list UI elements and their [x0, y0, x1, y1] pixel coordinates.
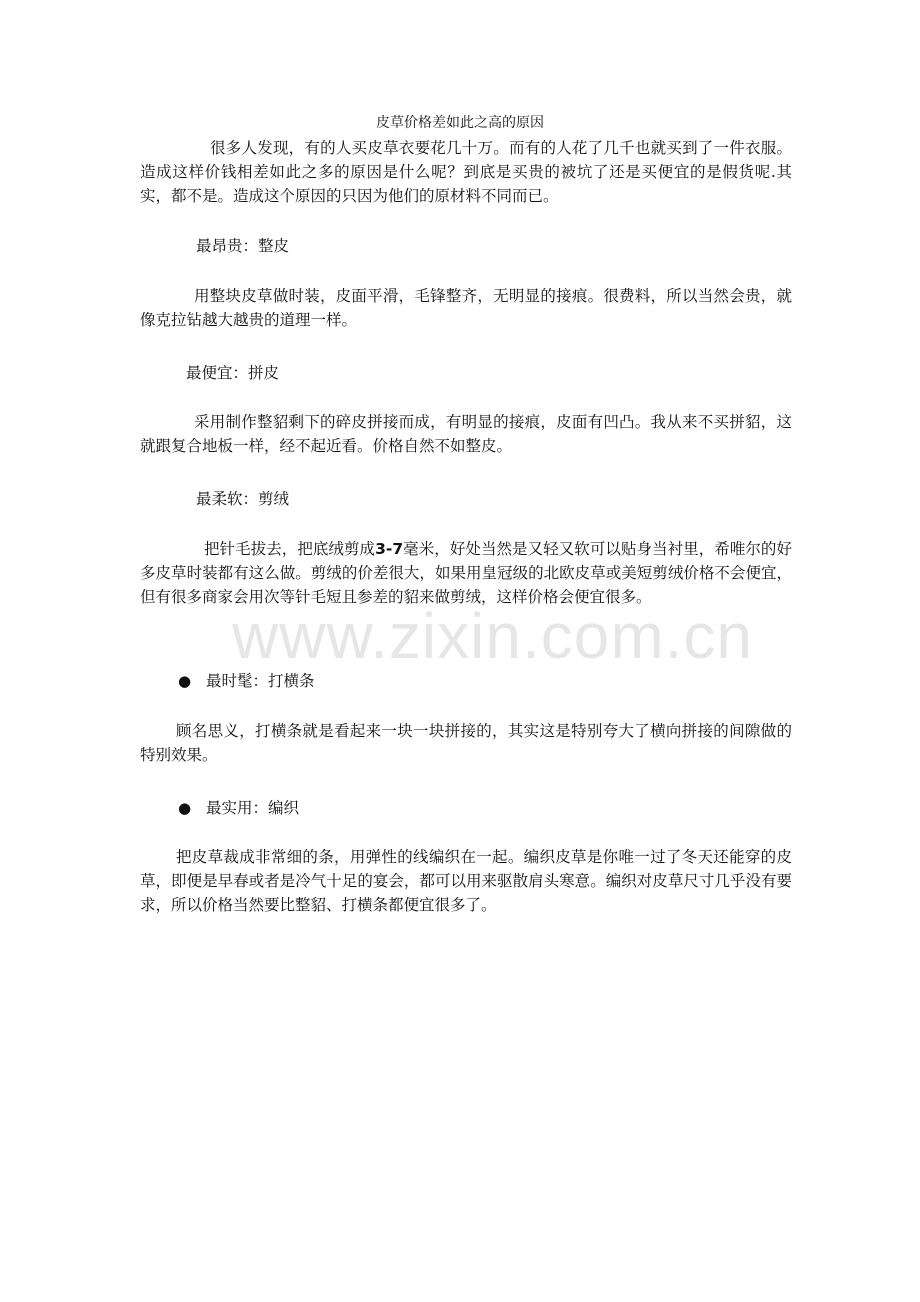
section-heading-knitted: 最实用：编织 — [206, 799, 300, 817]
document-title: 皮草价格差如此之高的原因 — [376, 115, 544, 131]
sheared-body-part2: 毫米，好处当然是又轻又软可以贴身当衬里，希唯尔的好多皮草时装都有这么做。剪绒的价差很大，如果用皇冠级的北欧皮草或美短剪绒价格不会便宜，但有很多商家会用次等针毛短且参差的貂来做剪绒，这样价格会便宜很多。 — [140, 540, 792, 606]
section-heading-pieced-pelt: 最便宜：拼皮 — [186, 364, 280, 382]
sheared-body-part1: 把针毛拔去，把底绒剪成 — [204, 540, 376, 558]
bullet-icon: ● — [178, 799, 192, 817]
sheared-length-range: 3-7 — [375, 540, 404, 558]
intro-paragraph: 很多人发现，有的人买皮草衣要花几十万。而有的人花了几千也就买到了一件衣服。造成这样价钱相差如此之多的原因是什么呢？到底是买贵的被坑了还是买便宜的是假货呢.其实，都不是。造成这个原因的只因为他们的原材料不同而已。 — [140, 139, 792, 205]
section-heading-horizontal-strips: 最时髦：打横条 — [206, 672, 315, 690]
bullet-icon: ● — [178, 672, 192, 690]
section-body-pieced-pelt: 采用制作整貂剩下的碎皮拼接而成，有明显的接痕，皮面有凹凸。我从来不买拼貂，这就跟复合地板一样，经不起近看。价格自然不如整皮。 — [140, 413, 792, 455]
section-heading-sheared: 最柔软：剪绒 — [196, 490, 290, 508]
section-body-horizontal-strips: 顾名思义，打横条就是看起来一块一块拼接的，其实这是特别夸大了横向拼接的间隙做的特别效果。 — [140, 722, 792, 764]
watermark: www.zixin.com.cn — [232, 600, 753, 672]
section-body-whole-pelt: 用整块皮草做时装，皮面平滑，毛锋整齐，无明显的接痕。很费料，所以当然会贵，就像克拉钻越大越贵的道理一样。 — [140, 287, 792, 329]
section-heading-whole-pelt: 最昂贵：整皮 — [196, 237, 290, 255]
section-body-knitted: 把皮草裁成非常细的条，用弹性的线编织在一起。编织皮草是你唯一过了冬天还能穿的皮草，即便是早春或者是冷气十足的宴会，都可以用来驱散肩头寒意。编织对皮草尺寸几乎没有要求，所以价格当然要比整貂、打横条都便宜很多了。 — [140, 848, 792, 914]
